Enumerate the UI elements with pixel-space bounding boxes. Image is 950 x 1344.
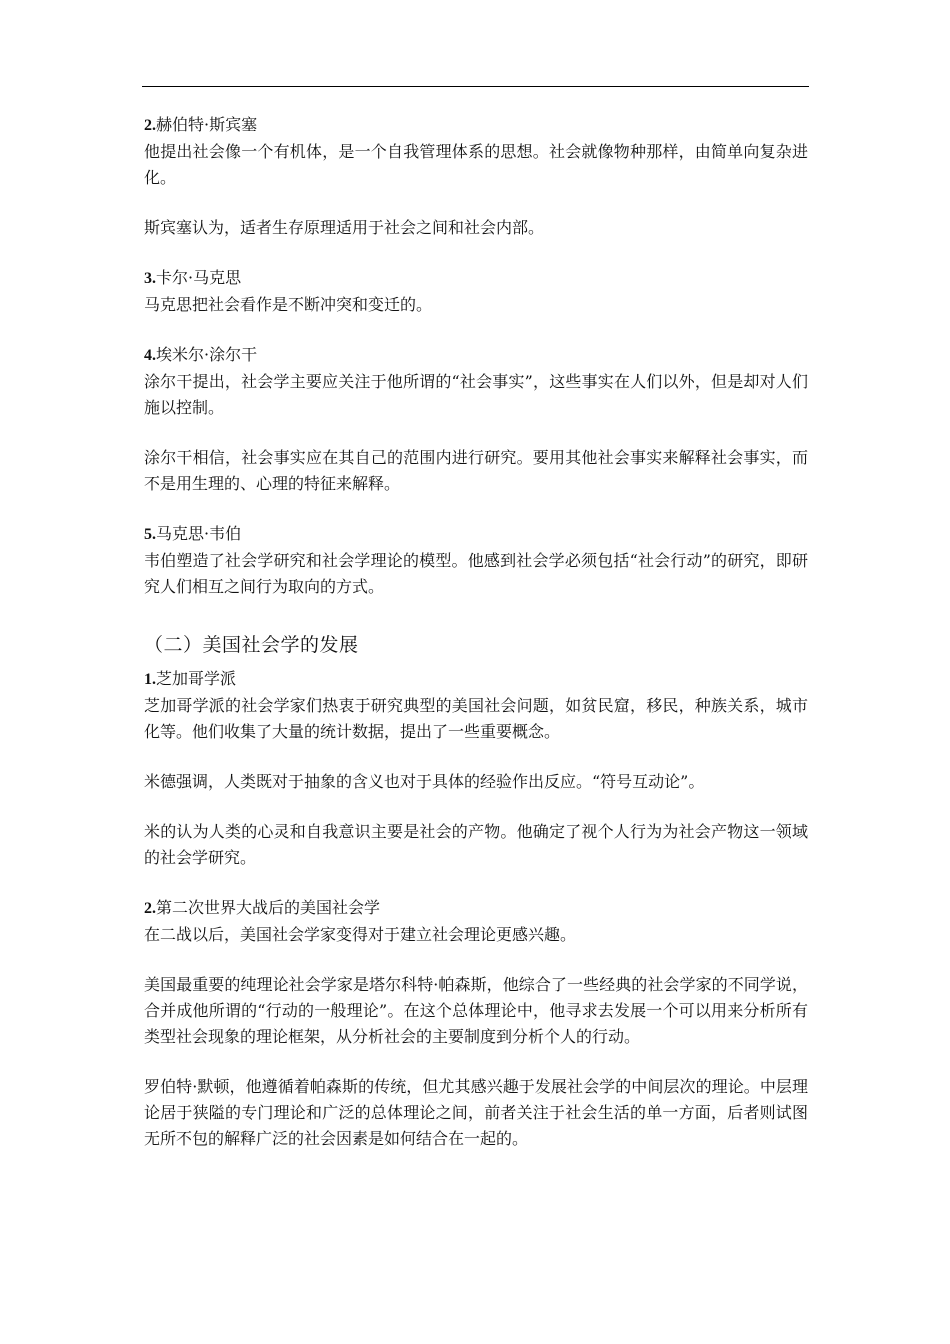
paragraph: 马克思把社会看作是不断冲突和变迁的。 <box>144 295 433 314</box>
paragraph: 芝加哥学派的社会学家们热衷于研究典型的美国社会问题，如贫民窟，移民，种族关系，城市化等。他们收集了大量的统计数据，提出了一些重要概念。 <box>144 696 808 741</box>
paragraph: 涂尔干相信，社会事实应在其自己的范围内进行研究。要用其他社会事实来解释社会事实，而不是用生理的、心理的特征来解释。 <box>144 448 808 493</box>
paragraph: 米的认为人类的心灵和自我意识主要是社会的产物。他确定了视个人行为为社会产物这一领域的社会学研究。 <box>144 822 808 867</box>
heading-postwar-sociology: 2.第二次世界大战后的美国社会学 <box>144 898 381 917</box>
paragraph: 他提出社会像一个有机体，是一个自我管理体系的思想。社会就像物种那样，由简单向复杂进化。 <box>144 142 808 187</box>
header-rule <box>142 86 809 87</box>
paragraph: 美国最重要的纯理论社会学家是塔尔科特·帕森斯，他综合了一些经典的社会学家的不同学说，合并成他所谓的“行动的一般理论”。在这个总体理论中，他寻求去发展一个可以用来分析所有类型社会现象的理论框架，从分析社会的主要制度到分析个人的行动。 <box>144 975 808 1046</box>
document-body <box>144 112 808 1152</box>
heading-weber: 5.马克思·韦伯 <box>144 524 242 543</box>
paragraph: 在二战以后，美国社会学家变得对于建立社会理论更感兴趣。 <box>144 925 577 944</box>
heading-marx: 3.卡尔·马克思 <box>144 268 242 287</box>
heading-chicago-school: 1.芝加哥学派 <box>144 669 237 688</box>
paragraph: 米德强调，人类既对于抽象的含义也对于具体的经验作出反应。“符号互动论”。 <box>144 772 705 791</box>
section-title: （二）美国社会学的发展 <box>144 634 359 656</box>
paragraph: 韦伯塑造了社会学研究和社会学理论的模型。他感到社会学必须包括“社会行动”的研究，即研究人们相互之间行为取向的方式。 <box>144 551 808 596</box>
paragraph: 涂尔干提出，社会学主要应关注于他所谓的“社会事实”，这些事实在人们以外，但是却对人们施以控制。 <box>144 372 808 417</box>
heading-durkheim: 4.埃米尔·涂尔干 <box>144 345 258 364</box>
heading-spencer: 2.赫伯特·斯宾塞 <box>144 115 258 134</box>
paragraph: 斯宾塞认为，适者生存原理适用于社会之间和社会内部。 <box>144 218 545 237</box>
paragraph: 罗伯特·默顿，他遵循着帕森斯的传统，但尤其感兴趣于发展社会学的中间层次的理论。中层理论居于狭隘的专门理论和广泛的总体理论之间，前者关注于社会生活的单一方面，后者则试图无所不包的解释广泛的社会因素是如何结合在一起的。 <box>144 1077 808 1148</box>
